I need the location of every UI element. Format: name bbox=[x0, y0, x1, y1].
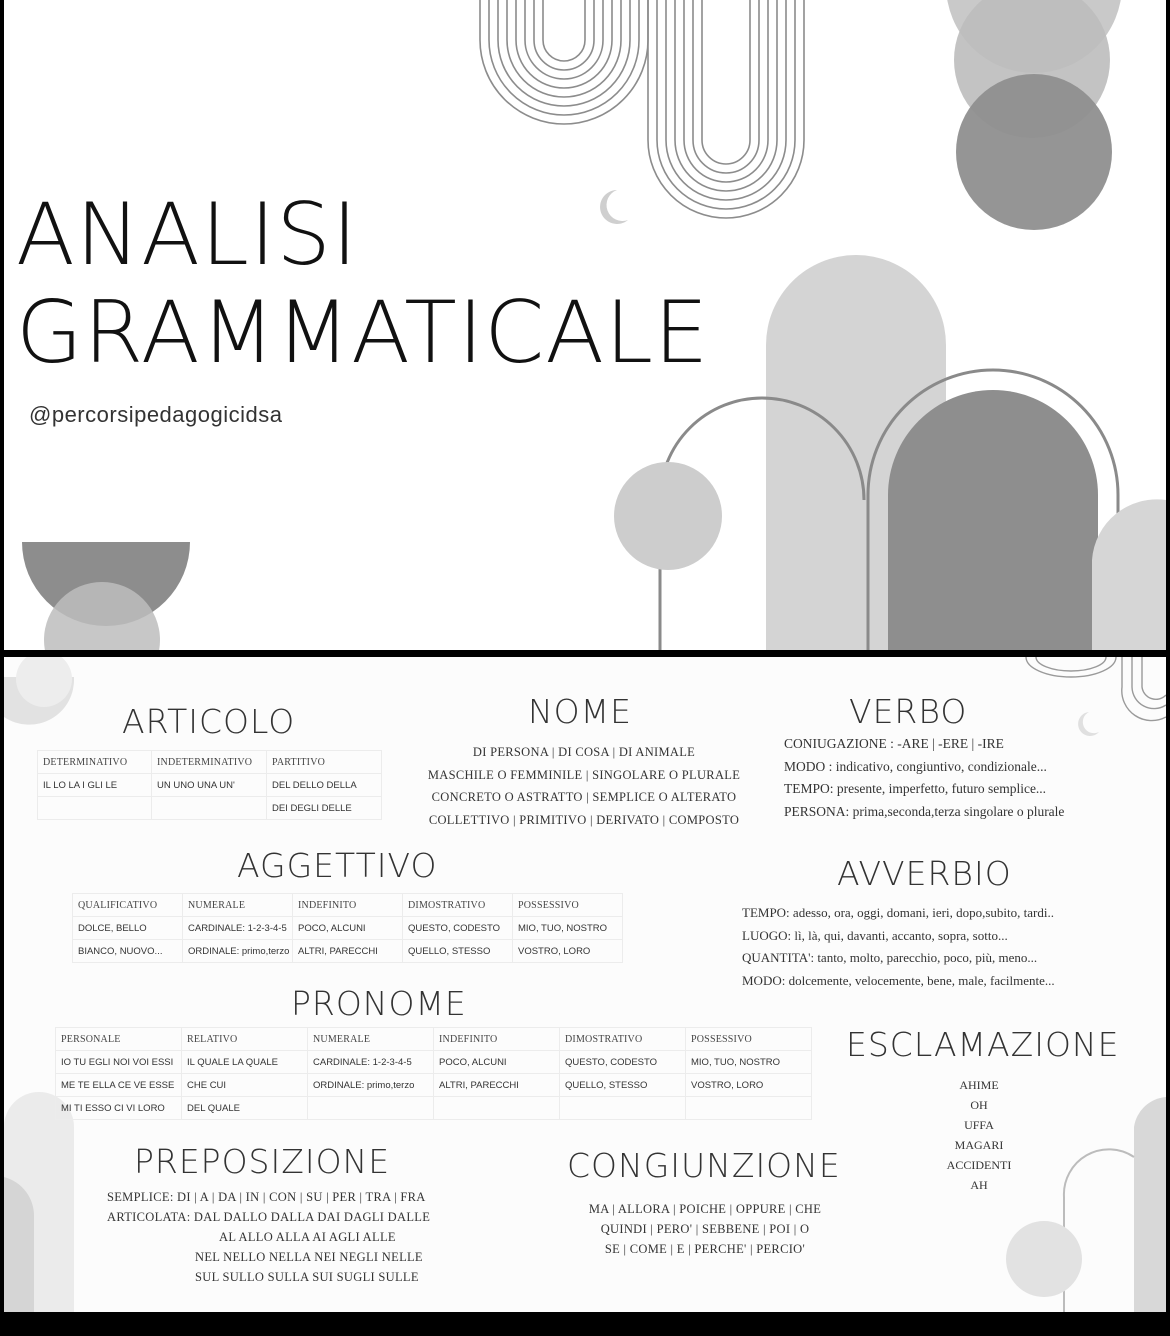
table-cell: ME TE ELLA CE VE ESSE bbox=[56, 1074, 182, 1097]
verbo-list bbox=[784, 733, 1064, 823]
nome-line: DI PERSONA | DI COSA | DI ANIMALE bbox=[472, 745, 696, 759]
table-cell: VOSTRO, LORO bbox=[686, 1074, 812, 1097]
nome-heading: NOME bbox=[528, 692, 632, 731]
preposizione-line: SUL SULLO SULLA SUI SUGLI SULLE bbox=[195, 1270, 419, 1284]
aggettivo-header: POSSESSIVO bbox=[513, 894, 623, 917]
table-cell: ORDINALE: primo,terzo bbox=[183, 940, 293, 963]
table-cell: DEI DEGLI DELLE bbox=[267, 797, 382, 820]
articolo-header-indeterminativo: INDETERMINATIVO bbox=[152, 751, 267, 774]
table-header-row bbox=[56, 1028, 812, 1051]
avverbio-line: MODO: dolcemente, velocemente, bene, male, facilmente... bbox=[742, 972, 1055, 988]
table-row bbox=[56, 1097, 812, 1120]
esclamazione-item: AHIME bbox=[959, 1078, 999, 1092]
aggettivo-header: DIMOSTRATIVO bbox=[403, 894, 513, 917]
esclamazione-item: UFFA bbox=[964, 1118, 994, 1132]
congiunzione-list bbox=[564, 1199, 846, 1259]
table-cell: IL QUALE LA QUALE bbox=[182, 1051, 308, 1074]
table-cell: DOLCE, BELLO bbox=[73, 917, 183, 940]
pronome-header: RELATIVO bbox=[182, 1028, 308, 1051]
verbo-line: TEMPO: presente, imperfetto, futuro semplice... bbox=[784, 781, 1047, 796]
pronome-header: DIMOSTRATIVO bbox=[560, 1028, 686, 1051]
articolo-heading: ARTICOLO bbox=[122, 702, 296, 741]
preposizione-heading: PREPOSIZIONE bbox=[134, 1142, 391, 1181]
nome-line: MASCHILE O FEMMINILE | SINGOLARE O PLURALE bbox=[427, 767, 741, 782]
esclamazione-item: ACCIDENTI bbox=[946, 1158, 1012, 1172]
title-slide bbox=[4, 0, 1166, 650]
pronome-header: NUMERALE bbox=[308, 1028, 434, 1051]
preposizione-line: NEL NELLO NELLA NEI NEGLI NELLE bbox=[195, 1250, 423, 1264]
verbo-heading: VERBO bbox=[849, 692, 968, 731]
table-row bbox=[56, 1051, 812, 1074]
congiunzione-line: SE | COME | E | PERCHE' | PERCIO' bbox=[604, 1242, 806, 1256]
congiunzione-heading: CONGIUNZIONE bbox=[567, 1146, 841, 1185]
table-cell: IO TU EGLI NOI VOI ESSI bbox=[56, 1051, 182, 1074]
nested-arches-large bbox=[648, 0, 804, 218]
congiunzione-line: QUINDI | PERO' | SEBBENE | POI | O bbox=[600, 1222, 810, 1236]
preposizione-list bbox=[107, 1187, 437, 1287]
aggettivo-header: QUALIFICATIVO bbox=[73, 894, 183, 917]
table-cell: VOSTRO, LORO bbox=[513, 940, 623, 963]
aggettivo-table bbox=[72, 893, 623, 963]
pronome-header: PERSONALE bbox=[56, 1028, 182, 1051]
avverbio-heading: AVVERBIO bbox=[837, 854, 1012, 893]
avverbio-line: QUANTITA': tanto, molto, parecchio, poco, più, meno... bbox=[742, 950, 1038, 965]
esclamazione-list bbox=[914, 1075, 1044, 1195]
verbo-line: MODO : indicativo, congiuntivo, condizionale... bbox=[784, 758, 1047, 774]
nome-line: COLLETTIVO | PRIMITIVO | DERIVATO | COMPOSTO bbox=[428, 812, 740, 827]
table-cell: QUELLO, STESSO bbox=[403, 940, 513, 963]
preposizione-line: ARTICOLATA: DAL DALLO DALLA DAI DAGLI DALLE bbox=[107, 1210, 431, 1224]
table-cell: IL LO LA I GLI LE bbox=[38, 774, 152, 797]
esclamazione-item: MAGARI bbox=[954, 1138, 1004, 1152]
avverbio-list bbox=[742, 902, 1055, 992]
table-cell: QUESTO, CODESTO bbox=[560, 1051, 686, 1074]
aggettivo-header: INDEFINITO bbox=[293, 894, 403, 917]
pronome-header: POSSESSIVO bbox=[686, 1028, 812, 1051]
table-header-row bbox=[73, 894, 623, 917]
articolo-header-partitivo: PARTITIVO bbox=[267, 751, 382, 774]
table-cell: QUESTO, CODESTO bbox=[403, 917, 513, 940]
table-cell bbox=[434, 1097, 560, 1120]
nome-list bbox=[404, 741, 764, 831]
aggettivo-header: NUMERALE bbox=[183, 894, 293, 917]
title-line-2: GRAMMATICALE bbox=[16, 283, 710, 383]
table-cell: ORDINALE: primo,terzo bbox=[308, 1074, 434, 1097]
table-cell: CHE CUI bbox=[182, 1074, 308, 1097]
table-cell bbox=[152, 797, 267, 820]
table-cell: MIO, TUO, NOSTRO bbox=[686, 1051, 812, 1074]
table-cell: DEL DELLO DELLA bbox=[267, 774, 382, 797]
nome-line: CONCRETO O ASTRATTO | SEMPLICE O ALTERATO bbox=[431, 790, 737, 804]
table-cell: CARDINALE: 1-2-3-4-5 bbox=[183, 917, 293, 940]
table-cell: ALTRI, PARECCHI bbox=[293, 940, 403, 963]
summary-slide bbox=[4, 657, 1166, 1312]
nested-arches-small bbox=[480, 0, 648, 124]
pronome-header: INDEFINITO bbox=[434, 1028, 560, 1051]
congiunzione-line: MA | ALLORA | POICHE | OPPURE | CHE bbox=[588, 1202, 822, 1216]
pronome-table bbox=[55, 1027, 812, 1120]
table-cell: DEL QUALE bbox=[182, 1097, 308, 1120]
articolo-table bbox=[37, 750, 382, 820]
table-row bbox=[38, 797, 382, 820]
articolo-header-determinativo: DETERMINATIVO bbox=[38, 751, 152, 774]
table-row bbox=[56, 1074, 812, 1097]
aggettivo-heading: AGGETTIVO bbox=[237, 846, 438, 885]
esclamazione-heading: ESCLAMAZIONE bbox=[846, 1025, 1120, 1064]
table-cell bbox=[560, 1097, 686, 1120]
avverbio-line: LUOGO: lì, là, qui, davanti, accanto, sopra, sotto... bbox=[742, 927, 1008, 943]
table-cell: QUELLO, STESSO bbox=[560, 1074, 686, 1097]
table-cell bbox=[38, 797, 152, 820]
social-handle: @percorsipedagogicidsa bbox=[29, 402, 283, 427]
table-cell bbox=[686, 1097, 812, 1120]
title-line-1: ANALISI bbox=[16, 185, 359, 285]
verbo-line: CONIUGAZIONE : -ARE | -ERE | -IRE bbox=[784, 736, 1004, 751]
table-row bbox=[73, 940, 623, 963]
avverbio-line: TEMPO: adesso, ora, oggi, domani, ieri, dopo,subito, tardi.. bbox=[742, 905, 1054, 920]
table-cell: ALTRI, PARECCHI bbox=[434, 1074, 560, 1097]
table-cell bbox=[308, 1097, 434, 1120]
esclamazione-item: OH bbox=[970, 1098, 988, 1112]
table-cell: MIO, TUO, NOSTRO bbox=[513, 917, 623, 940]
table-cell: POCO, ALCUNI bbox=[434, 1051, 560, 1074]
preposizione-line: SEMPLICE: DI | A | DA | IN | CON | SU | PER | TRA | FRA bbox=[107, 1190, 426, 1204]
table-cell: POCO, ALCUNI bbox=[293, 917, 403, 940]
verbo-line: PERSONA: prima,seconda,terza singolare o plurale bbox=[784, 803, 1065, 819]
table-header-row bbox=[38, 751, 382, 774]
table-cell: BIANCO, NUOVO... bbox=[73, 940, 183, 963]
table-row bbox=[38, 774, 382, 797]
table-row bbox=[73, 917, 623, 940]
table-cell: MI TI ESSO CI VI LORO bbox=[56, 1097, 182, 1120]
preposizione-line: AL ALLO ALLA AI AGLI ALLE bbox=[219, 1230, 396, 1244]
table-cell: UN UNO UNA UN' bbox=[152, 774, 267, 797]
pronome-heading: PRONOME bbox=[291, 984, 467, 1023]
table-cell: CARDINALE: 1-2-3-4-5 bbox=[308, 1051, 434, 1074]
esclamazione-item: AH bbox=[970, 1178, 988, 1192]
